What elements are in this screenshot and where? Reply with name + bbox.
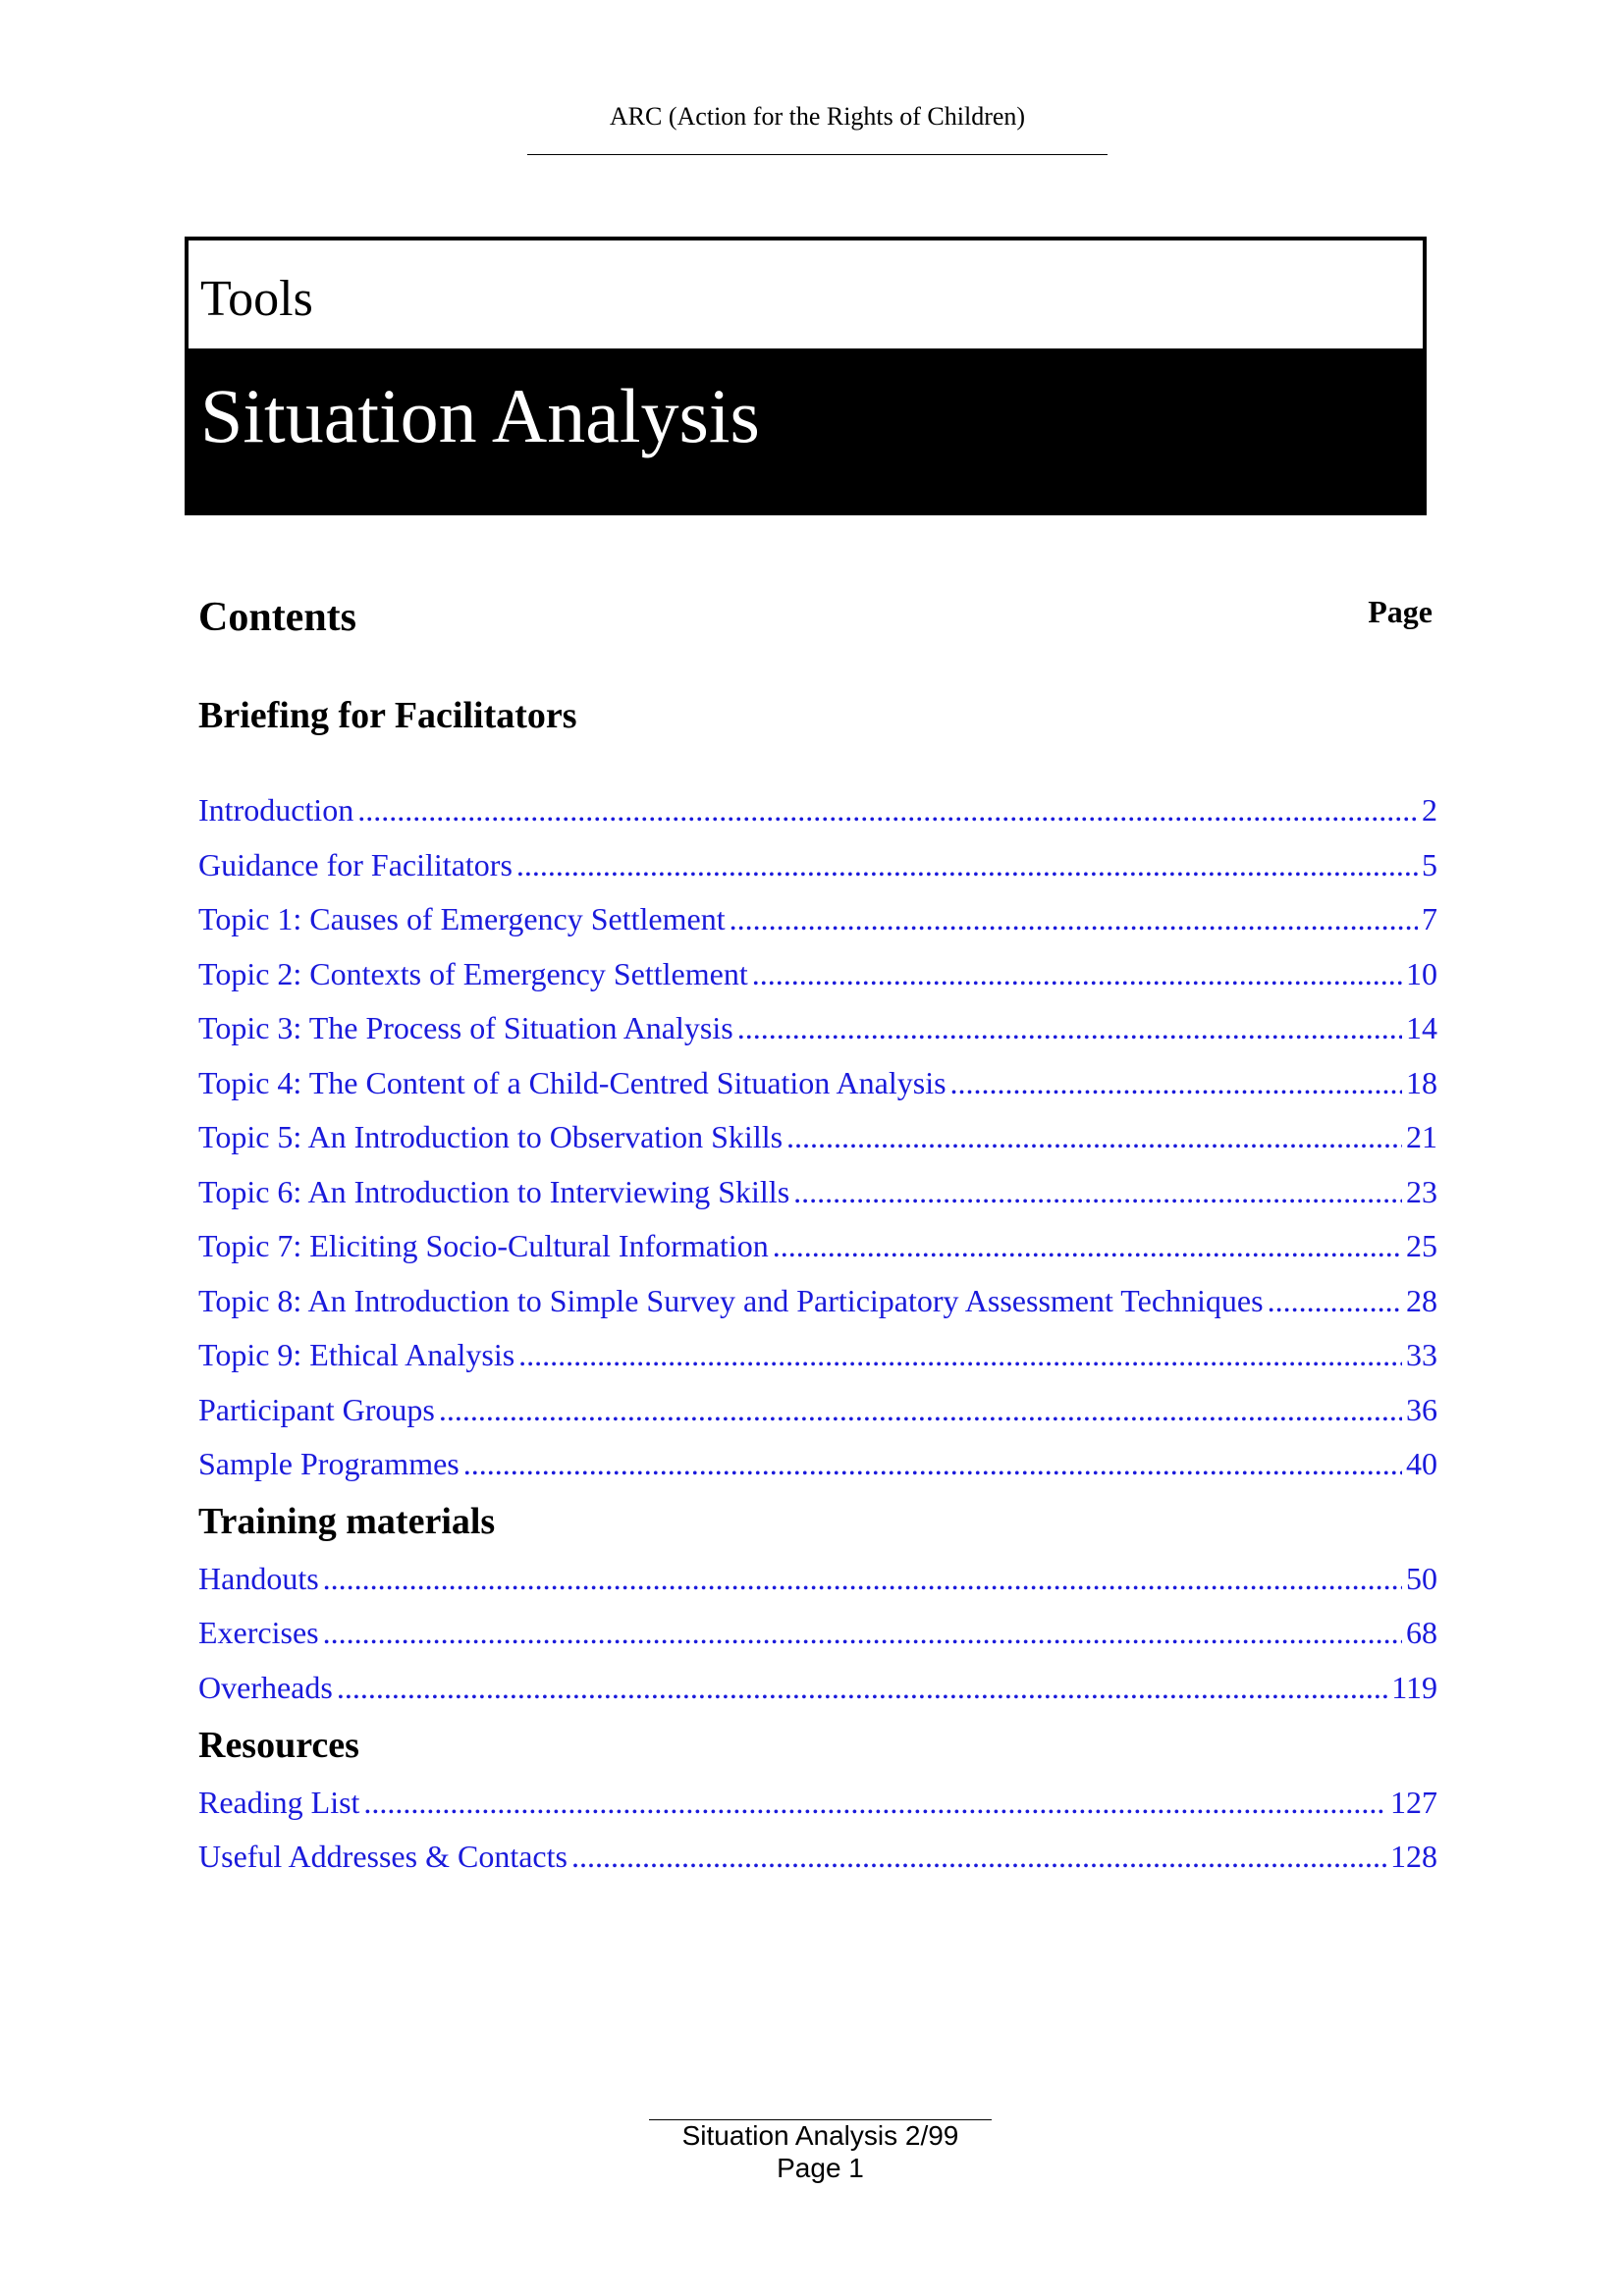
toc-entry[interactable] — [198, 897, 1437, 940]
toc-entry[interactable] — [198, 1388, 1437, 1431]
toc-entry[interactable] — [198, 1781, 1437, 1824]
toc-entry-title: Useful Addresses & Contacts — [198, 1839, 568, 1874]
toc-entry[interactable] — [198, 1061, 1437, 1104]
toc-entry[interactable] — [198, 1611, 1437, 1654]
section-heading-briefing: Briefing for Facilitators — [198, 695, 577, 736]
toc-entry-page: 25 — [1406, 1228, 1437, 1263]
toc-entry-title: Topic 2: Contexts of Emergency Settlement — [198, 956, 748, 991]
toc-entry-title: Overheads — [198, 1670, 333, 1705]
section-heading-training-materials: Training materials — [198, 1501, 496, 1542]
dot-leader — [950, 1061, 1402, 1104]
toc-entry-title: Topic 1: Causes of Emergency Settlement — [198, 901, 726, 936]
toc-entry-page: 23 — [1406, 1174, 1437, 1209]
footer-page-number: Page 1 — [777, 2153, 864, 2183]
toc-entry-page: 10 — [1406, 956, 1437, 991]
toc-entry-page: 50 — [1406, 1561, 1437, 1596]
toc-entry-page: 33 — [1406, 1337, 1437, 1372]
toc-entry-page: 18 — [1406, 1065, 1437, 1100]
dot-leader — [1268, 1279, 1402, 1322]
dot-leader — [516, 843, 1418, 886]
dot-leader — [730, 897, 1418, 940]
toc-entry[interactable] — [198, 1666, 1437, 1709]
toc-entry-title: Topic 5: An Introduction to Observation Skills — [198, 1119, 784, 1154]
running-header: ARC (Action for the Rights of Children) — [609, 102, 1026, 131]
dot-leader — [337, 1666, 1387, 1709]
document-title: Situation Analysis — [200, 373, 760, 458]
toc-entry-page: 2 — [1422, 792, 1437, 828]
toc-entry-page: 68 — [1406, 1615, 1437, 1650]
toc-entry-title: Topic 4: The Content of a Child-Centred Situation Analysis — [198, 1065, 947, 1100]
page-column-label: Page — [1368, 594, 1433, 629]
toc-entry-title: Participant Groups — [198, 1392, 435, 1427]
title-block — [185, 237, 1427, 515]
toc-entry-page: 5 — [1422, 847, 1437, 882]
toc-entry[interactable] — [198, 1279, 1437, 1322]
toc-entry[interactable] — [198, 952, 1437, 995]
toc-entry-page: 28 — [1406, 1283, 1437, 1318]
toc-entry-title: Sample Programmes — [198, 1446, 460, 1481]
toc-entry-title: Handouts — [198, 1561, 319, 1596]
toc-entry-page: 119 — [1391, 1670, 1437, 1705]
dot-leader — [323, 1557, 1402, 1600]
toc-entry[interactable] — [198, 1115, 1437, 1158]
dot-leader — [773, 1224, 1402, 1267]
toc-entry-page: 40 — [1406, 1446, 1437, 1481]
dot-leader — [793, 1170, 1402, 1213]
toc-entry-title: Topic 7: Eliciting Socio-Cultural Information — [198, 1228, 769, 1263]
toc-entry[interactable] — [198, 1835, 1437, 1878]
header-divider — [527, 154, 1108, 155]
dot-leader — [357, 788, 1418, 831]
dot-leader — [518, 1333, 1402, 1376]
toc-entry[interactable] — [198, 788, 1437, 831]
toc-entry-title: Guidance for Facilitators — [198, 847, 513, 882]
title-category-band — [189, 240, 1423, 348]
toc-entry[interactable] — [198, 1557, 1437, 1600]
dot-leader — [439, 1388, 1402, 1431]
toc-entry-title: Exercises — [198, 1615, 319, 1650]
toc-entry-title: Topic 3: The Process of Situation Analysis — [198, 1010, 733, 1045]
dot-leader — [786, 1115, 1402, 1158]
toc-entry[interactable] — [198, 1442, 1437, 1485]
dot-leader — [323, 1611, 1402, 1654]
toc-entry[interactable] — [198, 1006, 1437, 1049]
toc-entry-page: 21 — [1406, 1119, 1437, 1154]
toc-entry-page: 127 — [1390, 1785, 1437, 1820]
dot-leader — [363, 1781, 1386, 1824]
toc-entry-title: Topic 6: An Introduction to Interviewing Skills — [198, 1174, 790, 1209]
toc-entry[interactable] — [198, 843, 1437, 886]
toc-entry-page: 7 — [1422, 901, 1437, 936]
dot-leader — [463, 1442, 1402, 1485]
toc-entry-page: 36 — [1406, 1392, 1437, 1427]
footer-document-ref: Situation Analysis 2/99 — [681, 2120, 959, 2151]
dot-leader — [737, 1006, 1402, 1049]
dot-leader — [571, 1835, 1386, 1878]
dot-leader — [752, 952, 1402, 995]
toc-entry-title: Introduction — [198, 792, 354, 828]
toc-entry[interactable] — [198, 1333, 1437, 1376]
toc-entry-title: Topic 8: An Introduction to Simple Survey and Participatory Assessment Techniques — [198, 1283, 1264, 1318]
section-heading-resources: Resources — [198, 1725, 359, 1766]
contents-heading: Contents — [198, 595, 357, 640]
toc-entry[interactable] — [198, 1224, 1437, 1267]
title-category: Tools — [200, 271, 313, 327]
title-main-band — [189, 348, 1423, 511]
toc-entry-page: 128 — [1390, 1839, 1437, 1874]
toc-entry-page: 14 — [1406, 1010, 1437, 1045]
toc-entry[interactable] — [198, 1170, 1437, 1213]
toc-entry-title: Topic 9: Ethical Analysis — [198, 1337, 515, 1372]
toc-entry-title: Reading List — [198, 1785, 360, 1820]
